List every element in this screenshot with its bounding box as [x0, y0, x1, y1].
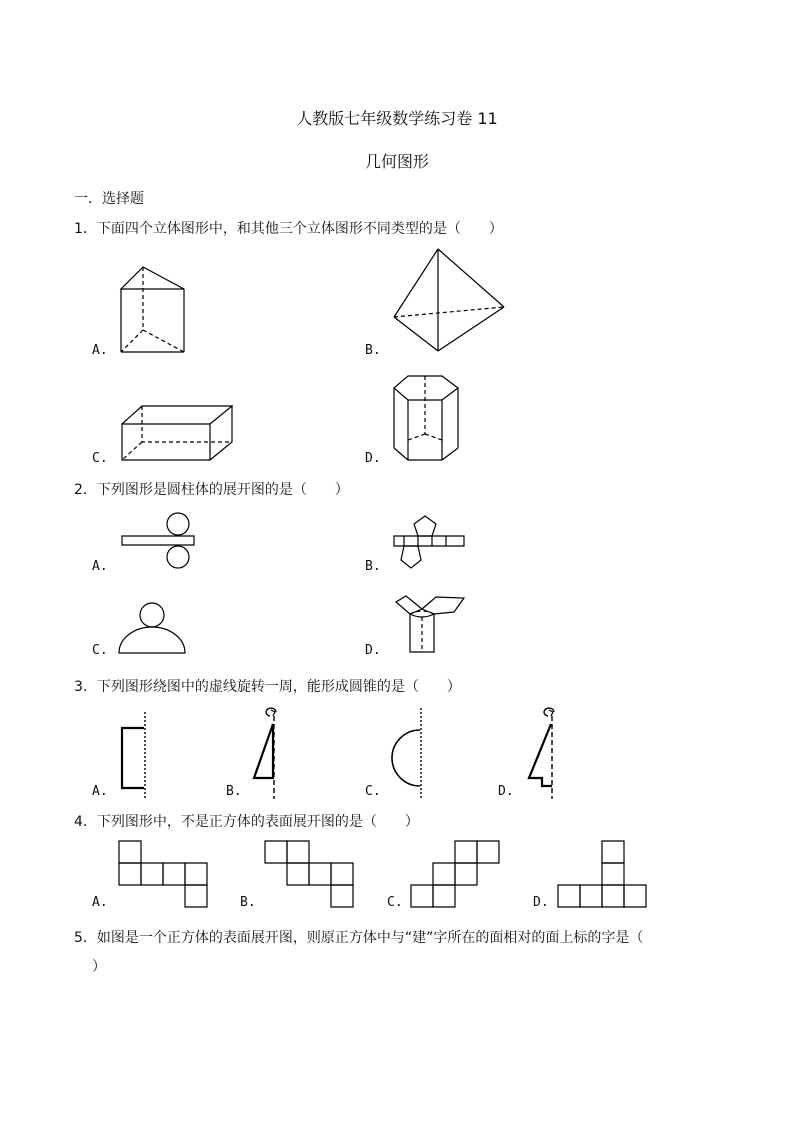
q1-option-a-label: A.	[92, 343, 108, 358]
q1-option-d-figure	[390, 372, 465, 464]
q3-option-b-label: B.	[226, 784, 242, 799]
q4-option-a-label: A.	[92, 895, 108, 910]
page-subtitle: 几何图形	[364, 152, 429, 171]
q3-option-b-figure	[246, 702, 286, 802]
q2-option-b-label: B.	[365, 559, 381, 574]
question-5-stem-continued: ）	[92, 959, 106, 975]
q1-option-a-figure	[115, 262, 190, 357]
q2-option-a-figure	[118, 512, 198, 572]
q4-option-a-figure	[118, 840, 210, 910]
question-3-stem: 3．下列图形绕图中的虚线旋转一周，能形成圆锥的是（ ）	[74, 679, 461, 695]
q1-option-c-figure	[118, 402, 238, 464]
q1-option-c-label: C.	[92, 451, 108, 466]
q1-option-b-figure	[390, 245, 510, 355]
q2-option-c-label: C.	[92, 643, 108, 658]
q3-option-c-figure	[388, 706, 428, 802]
q2-option-a-label: A.	[92, 559, 108, 574]
question-5-stem: 5．如图是一个正方体的表面展开图，则原正方体中与“建”字所在的面相对的面上标的字是（	[74, 930, 644, 946]
q2-option-b-figure	[390, 512, 468, 572]
page-title: 人教版七年级数学练习卷 11	[296, 109, 498, 128]
q4-option-c-label: C.	[387, 895, 403, 910]
q3-option-a-figure	[118, 710, 158, 802]
section-heading: 一．选择题	[74, 191, 144, 207]
q3-option-c-label: C.	[365, 784, 381, 799]
q4-option-b-figure	[264, 840, 356, 910]
q2-option-d-figure	[388, 594, 470, 656]
q1-option-d-label: D.	[365, 451, 381, 466]
q4-option-d-label: D.	[533, 895, 549, 910]
question-1-stem: 1．下面四个立体图形中，和其他三个立体图形不同类型的是（ ）	[74, 221, 503, 237]
q4-option-b-label: B.	[240, 895, 256, 910]
q4-option-c-figure	[410, 840, 502, 910]
q3-option-a-label: A.	[92, 784, 108, 799]
q3-option-d-label: D.	[498, 784, 514, 799]
question-2-stem: 2．下列图形是圆柱体的展开图的是（ ）	[74, 482, 349, 498]
q1-option-b-label: B.	[365, 343, 381, 358]
question-4-stem: 4．下列图形中，不是正方体的表面展开图的是（ ）	[74, 814, 419, 830]
q2-option-d-label: D.	[365, 643, 381, 658]
q4-option-d-figure	[557, 840, 649, 910]
q3-option-d-figure	[522, 702, 564, 802]
q2-option-c-figure	[115, 600, 195, 656]
